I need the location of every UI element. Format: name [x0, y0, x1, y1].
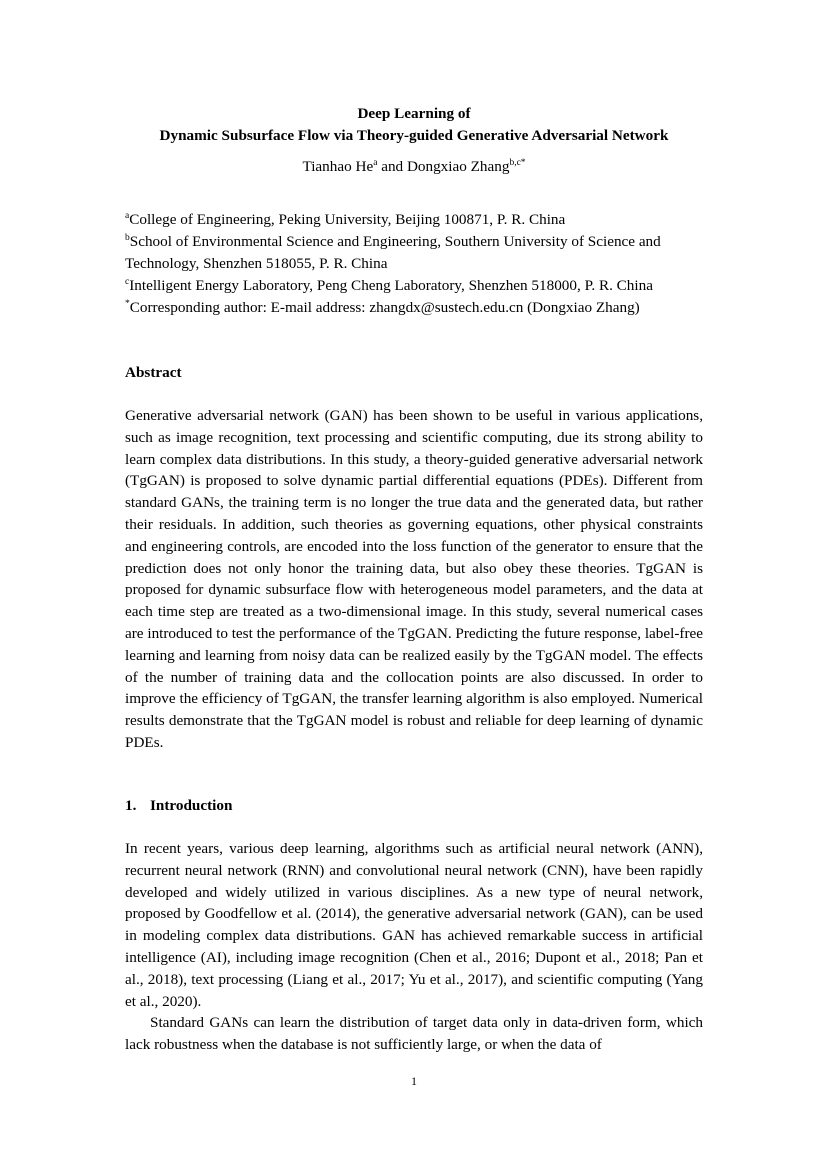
- affiliation-mark: b: [125, 233, 130, 243]
- author-name: Dongxiao Zhang: [406, 158, 510, 175]
- affiliation-text: Corresponding author: E-mail address: zhangdx@sustech.edu.cn (Dongxiao Zhang): [129, 299, 640, 316]
- abstract-text: Generative adversarial network (GAN) has been shown to be useful in various applications, such as image recognition, text processing and scientific computing, due its strong ability to learn complex data distributions. In this study, a theory-guided generative adversarial network (TgGAN) is proposed to solve dynamic partial differential equations (PDEs). Different from standard GANs, the training term is no longer the true data and the generated data, but rather their residuals. In addition, such theories as governing equations, other physical constraints and engineering controls, are encoded into the loss function of the generator to ensure that the prediction does not only honor the training data, but also obey these theories. TgGAN is proposed for dynamic subsurface flow with heterogeneous model parameters, and the data at each time step are treated as a two-dimensional image. In this study, several numerical cases are introduced to test the performance of the TgGAN. Predicting the future response, label-free learning and learning from noisy data can be realized easily by the TgGAN model. The effects of the number of training data and the collocation points are also discussed. In order to improve the efficiency of TgGAN, the transfer learning algorithm is also employed. Numerical results demonstrate that the TgGAN model is robust and reliable for deep learning of dynamic PDEs.: [125, 407, 703, 751]
- introduction-heading: [125, 796, 232, 816]
- affiliation-text: College of Engineering, Peking University, Beijing 100871, P. R. China: [129, 211, 566, 228]
- affiliation-text: School of Environmental Science and Engineering, Southern University of Science and Technology, Shenzhen 518055, P. R. China: [125, 233, 661, 272]
- introduction-paragraph-1: In recent years, various deep learning, algorithms such as artificial neural network (ANN), recurrent neural network (RNN) and convolutional neural network (CNN), have been rapidly developed and widely utilized in various disciplines. As a new type of neural network, proposed by Goodfellow et al. (2014), the generative adversarial network (GAN), can be used in modeling complex data distributions. GAN has achieved remarkable success in artificial intelligence (AI), including image recognition (Chen et al., 2016; Dupont et al., 2018; Pan et al., 2018), text processing (Liang et al., 2017; Yu et al., 2017), and scientific computing (Yang et al., 2020).: [125, 840, 703, 1010]
- section-number: 1.: [125, 797, 137, 814]
- author-affiliation-mark: a: [373, 158, 378, 168]
- author-joiner: and: [377, 158, 407, 175]
- author-list: [125, 157, 703, 177]
- abstract-heading: Abstract: [125, 364, 182, 381]
- affiliation-text: Intelligent Energy Laboratory, Peng Cheng Laboratory, Shenzhen 518000, P. R. China: [129, 277, 653, 294]
- corresponding-author: [125, 297, 703, 319]
- author-affiliation-mark: b,c*: [509, 158, 526, 168]
- title-line-1: Deep Learning of: [357, 105, 471, 122]
- affiliation-mark: a: [125, 211, 130, 221]
- affiliation-a: [125, 209, 703, 231]
- section-title: Introduction: [150, 797, 233, 814]
- affiliations: [125, 209, 703, 319]
- affiliation-mark: c: [125, 277, 130, 287]
- affiliation-mark: *: [125, 299, 130, 309]
- page-number: 1: [411, 1074, 417, 1088]
- introduction-paragraph-2: Standard GANs can learn the distribution of target data only in data-driven form, which lack robustness when the database is not sufficiently large, or when the data of: [125, 1014, 703, 1053]
- paper-title: [125, 103, 703, 146]
- author-name: Tianhao He: [302, 158, 374, 175]
- title-line-2: Dynamic Subsurface Flow via Theory-guided Generative Adversarial Network: [159, 126, 669, 144]
- affiliation-b: [125, 231, 703, 275]
- affiliation-c: [125, 275, 703, 297]
